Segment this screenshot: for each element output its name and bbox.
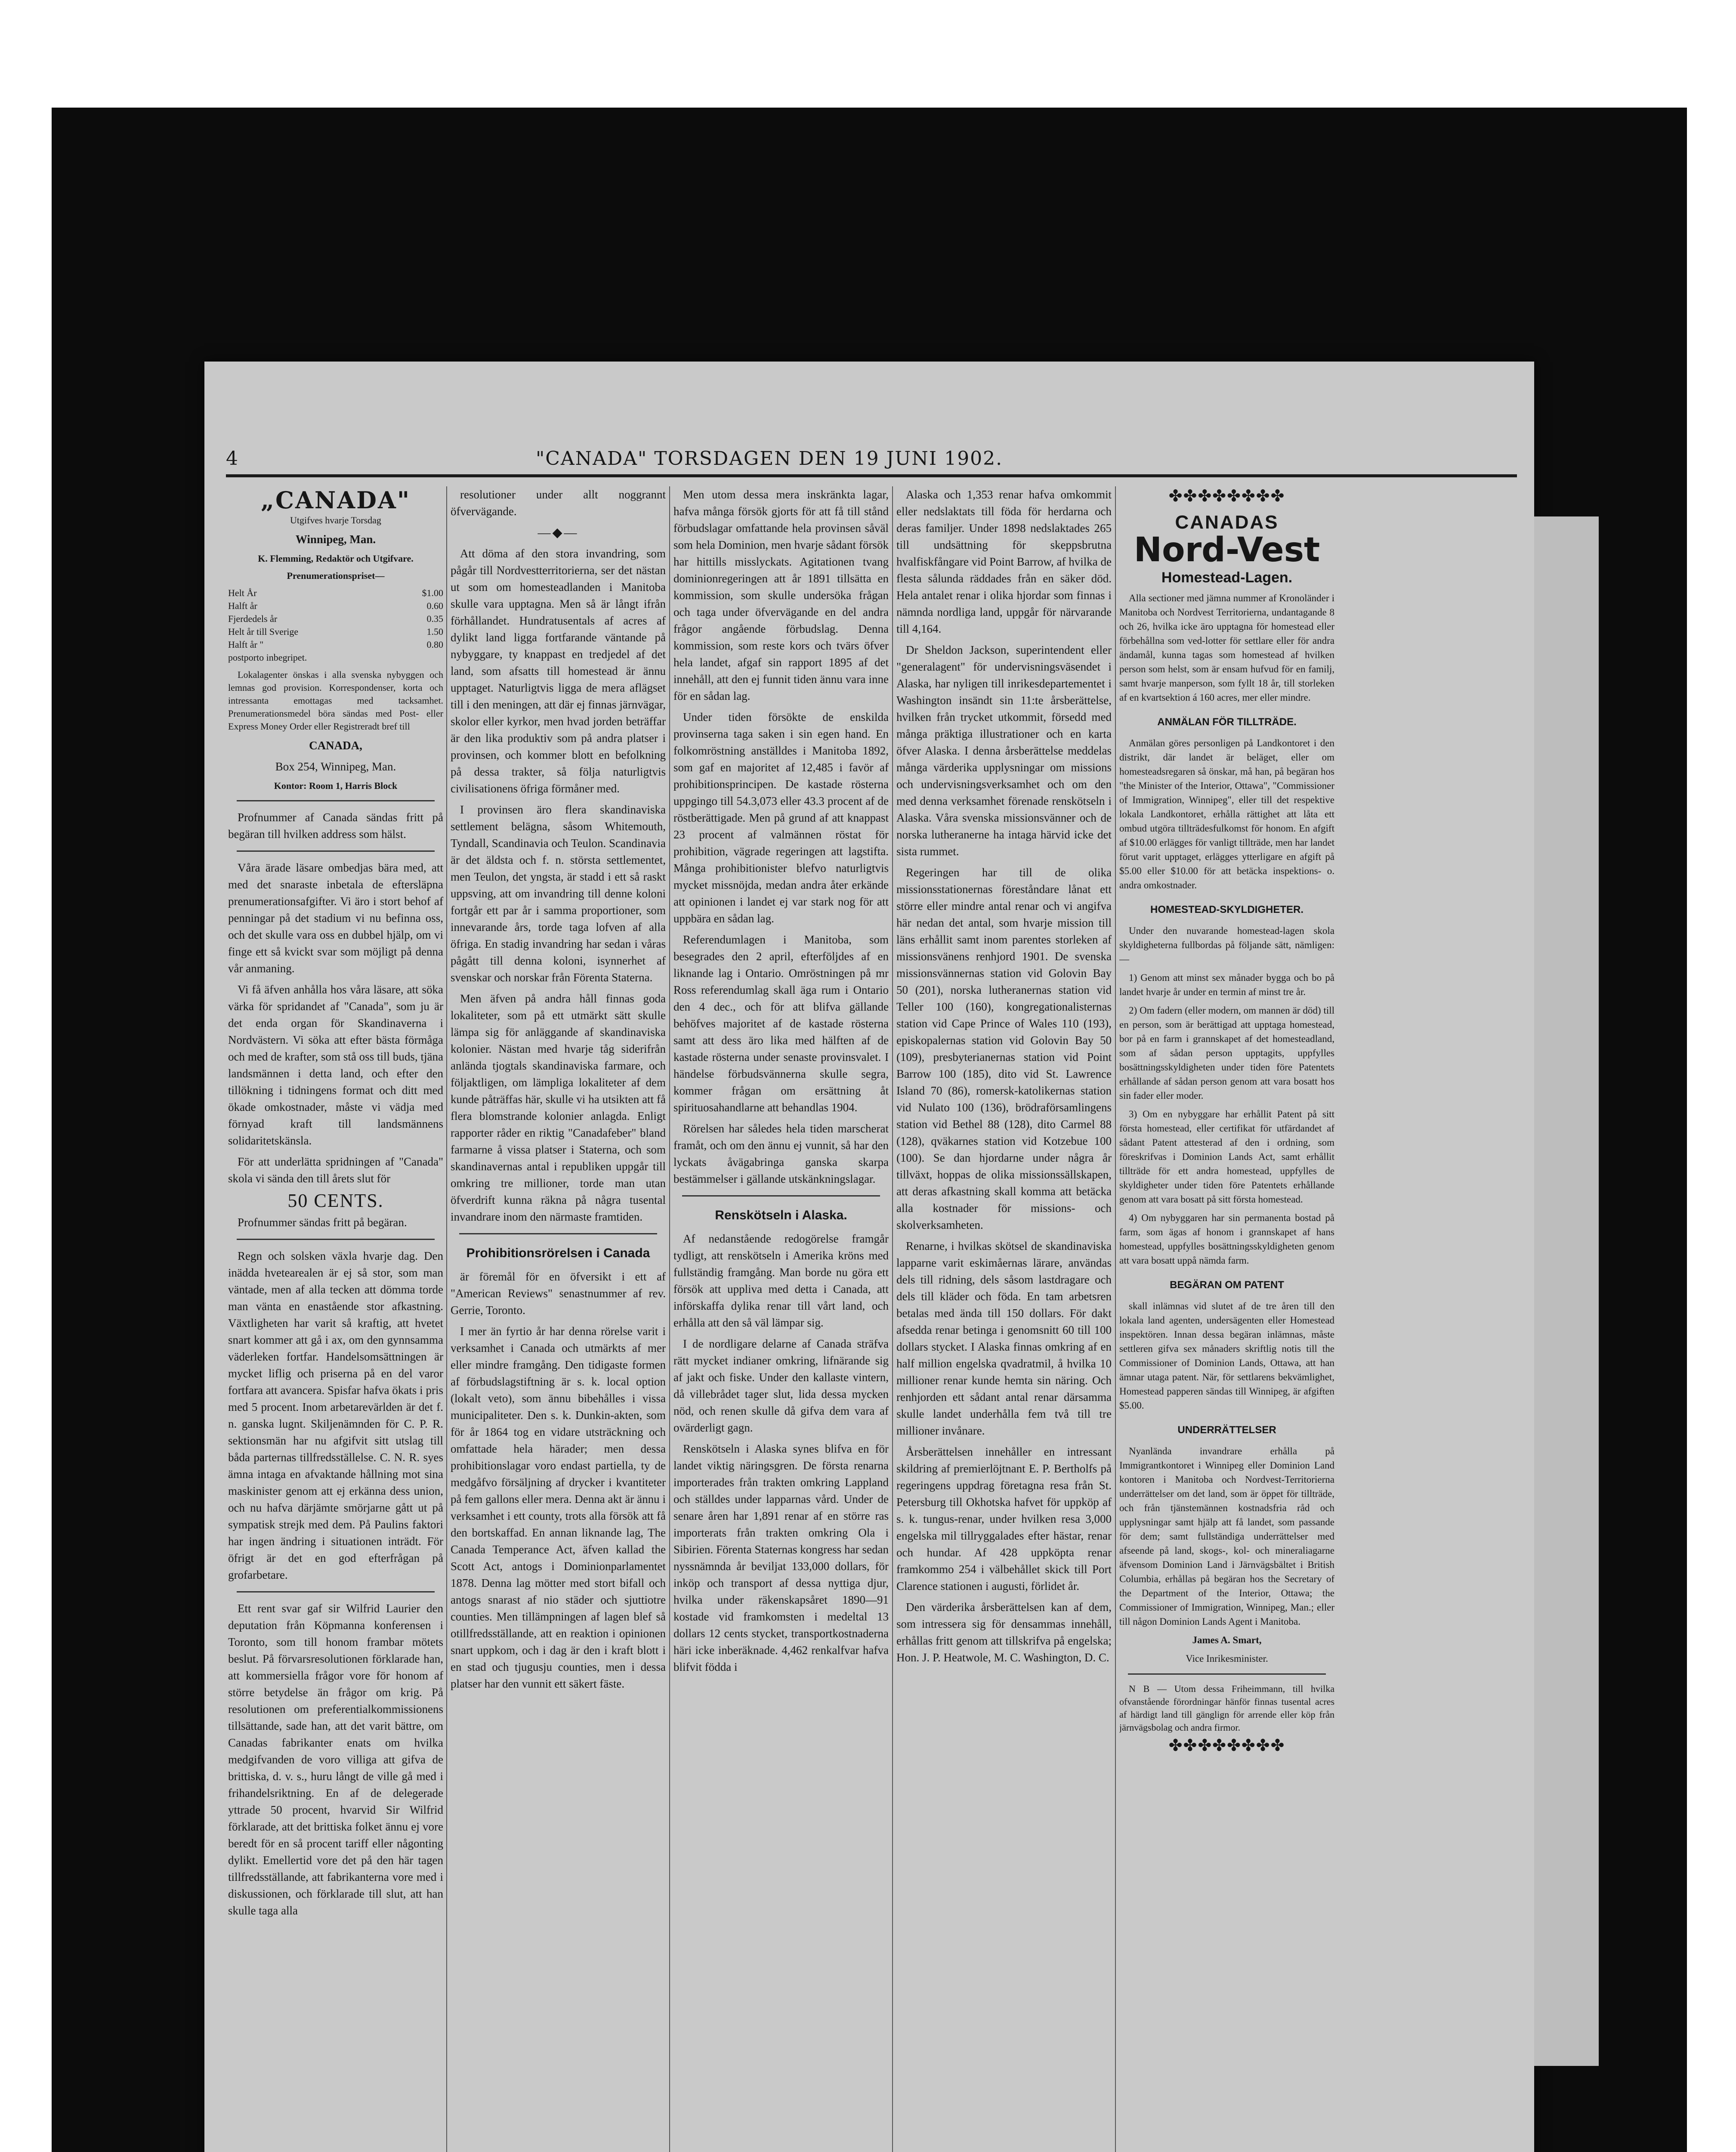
ad-heading: HOMESTEAD-SKYLDIGHETER. — [1150, 904, 1304, 915]
column-3 — [673, 486, 889, 2152]
article-heading: Renskötseln i Alaska. — [715, 1208, 847, 1222]
paragraph: Referendumlagen i Manitoba, som besegrades den 2 april, efterföljdes af en liknande lag i Ontario. Omröstningen på mr Ross referendumlag skall äga rum i Ontario den 4 dec., och för att blifva gällande behöfves majoritet af de kastade rösterna samt att dess äro lika med hälften af de kastade rösterna under senaste provinsvalet. I händelse förbudsvännerna skulle segra, kommer frågan om ersättning åt spirituosahandlarne att behandlas 1904. — [673, 933, 889, 1114]
rate-price: 0.80 — [426, 639, 443, 650]
page-edge — [1534, 516, 1599, 2066]
rate-row — [228, 625, 443, 638]
column-rule — [669, 486, 670, 2152]
publication-city: Winnipeg, Man. — [295, 533, 376, 546]
page-number: 4 — [226, 448, 238, 470]
ad-paragraph: 1) Genom att minst sex månader bygga och bo på landet hvarje år under en termin af minst tre år. — [1119, 972, 1334, 997]
paragraph: Den värderika årsberättelsen kan af dem, som intressera sig för densammas innehåll, erhållas fritt genom att tillskrifva på engelska; Hon. J. P. Heatwole, M. C. Washington, D. C. — [896, 1601, 1112, 1664]
paragraph: Renskötseln i Alaska synes blifva en för landet viktig näringsgren. De första renarna importerades från trakten omkring Lappland och ställdes under lapparnas vård. Under de senare åren har 1,891 renar af en större ras importerats från trakten omkring Ola i Sibirien. Förenta Staternas kongress har sedan nyssnämnda år beviljat 133,000 dollars, för inköp och transport af dessa nyttiga djur, hvilka under räkenskapsåret 1890—91 kostade vid framkomsten i medeltal 13 dollars 12 cents stycket, transportkostnaderna häri icke inberäknade. 4,462 renkalfvar hafva blifvit födda i — [673, 1442, 889, 1673]
ad-subtitle: Homestead-Lagen. — [1161, 569, 1293, 586]
column-4 — [896, 486, 1112, 2152]
address-box: Box 254, Winnipeg, Man. — [275, 760, 396, 773]
column-rule — [1115, 486, 1116, 2152]
paragraph: I de nordligare delarne af Canada sträfva rätt mycket indianer omkring, lifnärande sig af jakt och fiske. Under den kallaste vintern, då villebrådet tager slut, lida dessa mycken nöd, och renen skulle då gifva dem vara af ovärderligt gagn. — [673, 1337, 889, 1434]
ad-heading: UNDERRÄTTELSER — [1177, 1424, 1276, 1436]
address-office: Kontor: Room 1, Harris Block — [274, 780, 398, 791]
ornament-border-top: ✤✤✤✤✤✤✤✤ — [1168, 486, 1285, 505]
agents-info: Lokalagenter önskas i alla svenska nybyggen och lemnas god provision. Korrespondenser, korta och intressanta emottagas med tacksamhet. Prenumerationsmedel böra sändas med Post- eller Express Money Order eller Registreradt bref till — [228, 669, 443, 732]
paragraph: Ett rent svar gaf sir Wilfrid Laurier den deputation från Köpmanna konferensen i Toronto, som till honom frambar mötets beslut. På förvarsresolutionen förklarade han, att kommersiella frågor vore för honom af större betydelse än frågor om krig. På resolutionen om preferentialkommissionens tillsättande, sade han, att det varit bättre, om Canadas fabrikanter enats om hvilka medgifvanden de voro villiga att gifva de brittiska, d. v. s., huru långt de ville gå med i frihandelsriktning. En af de delegerade yttrade 50 procent, hvarvid Sir Wilfrid förklarade, att det brittiska folket ännu ej vore beredt för en så procent tariff eller någonting dylikt. Emellertid vore det på den här tagen tillfredsställande, att fabrikanterna vore med i diskussionen, och förklarade till slut, att han skulle taga alla — [228, 1602, 443, 1917]
paragraph: är föremål för en öfversikt i ett af "American Reviews" senastnummer af rev. Gerrie, Toronto. — [451, 1270, 666, 1317]
rates-note: postporto inbegripet. — [228, 652, 307, 663]
rate-label: Halft år — [228, 600, 257, 611]
ad-paragraph: 2) Om fadern (eller modern, om mannen är död) till en person, som är berättigad att upptaga homestead, bor på en farm i grannskapet af det homesteadland, som af sådan person upptagits, uppfylles bosättningsskyldigheten under tiden före Patentets erhållande af sådan person genom att vara bosatt hos sin fader eller moder. — [1119, 1005, 1334, 1101]
rate-row — [228, 587, 443, 600]
ad-footnote: N B — Utom dessa Friheimmann, till hvilka ofvanstående förordningar hänför finnas tusental acres af härdigt land till gänglign för arrende eller köp från järnvägsbolag och andra firmor. — [1119, 1683, 1334, 1733]
header-rule — [226, 474, 1517, 477]
rate-label: Fjerdedels år — [228, 613, 278, 624]
divider — [237, 1239, 435, 1240]
paragraph: Profnummer af Canada sändas fritt på begäran till hvilken address som hälst. — [228, 811, 443, 841]
paragraph: Af nedanstående redogörelse framgår tydligt, att renskötseln i Amerika kröns med fullständig framgång. Man borde nu göra ett försök att uppliva med detta i Canada, att införskaffa dylika renar till vårt land, och erhålla att den så väl lämpar sig. — [673, 1232, 889, 1329]
ad-title-canadas: CANADAS — [1175, 512, 1279, 533]
paragraph: Men utom dessa mera inskränkta lagar, hafva många försök gjorts för att få till stånd förbudslagar omfattande hela provinsen såväl som hela Dominion, men hvarje sådant försök har hittills misslyckats. Agitationen tvang dominionregeringen att år 1891 tillsätta en kommission, som skulle undersöka frågan och taga under öfvervägande en del andra frågor angående förbudslag. Denna kommission, som reste kors och tvärs öfver hela landet, afgaf sin rapport 1895 af det innehåll, att den ej funnit tiden ännu vara inne för en sådan lag. — [673, 488, 889, 702]
paragraph: Våra ärade läsare ombedjas bära med, att med det snaraste inbetala de eftersläpna prenumerationsafgifter. Vi äro i stort behof af penningar på det stadium vi nu befinna oss, och det skulle vara oss en dubbel hjälp, om vi finge ett så kvickt svar som möjligt på denna vår anmaning. — [228, 861, 443, 975]
paragraph: Under tiden försökte de enskilda provinserna taga saken i sin egen hand. En folkomröstning anställdes i Manitoba 1892, som gaf en majoritet af 12,485 i favör af prohibitionsprincipen. De kastade rösterna uppgingo till 54.3,073 eller 43.3 procent af de röstberättigade. Men på grund af att knappast 23 procent af valmännen röstat för prohibition, vägrade regeringen att lagstifta. Många prohibitionister blefvo naturligtvis mycket missnöjda, medan andra åter erkände att opinionen i landet ej var stark nog för att uppbära en sådan lag. — [673, 711, 889, 925]
rate-row — [228, 612, 443, 625]
divider — [237, 850, 435, 852]
rate-price: 1.50 — [426, 626, 443, 637]
divider — [459, 1233, 657, 1234]
divider — [237, 800, 435, 801]
column-2 — [451, 486, 666, 2152]
page-header — [226, 448, 1517, 478]
rate-price: 0.60 — [426, 600, 443, 611]
divider-ornament: —◆— — [537, 526, 579, 540]
rate-label: Helt År — [228, 587, 257, 598]
rate-row — [228, 600, 443, 612]
ad-paragraph: Anmälan göres personligen på Landkontoret i den distrikt, där landet är beläget, eller om homesteadsregaren så önskar, må han, på begäran hos "the Minister of the Interior, Ottawa", "Commissioner of Immigration, Winnipeg", eller till det respektive lokala Landkontoret, erhålla rättighet att låta ett ombud utgöra tillträdesfulkomst för honom. En afgift af $10.00 erlägges för vanligt tillträde, men har landet förut varit upptaget, erlägges ytterligare en afgift på $5.00 eller $10.00 för att betäcka inspektions- o. andra omkostnader. — [1119, 738, 1334, 890]
paragraph: Årsberättelsen innehåller en intressant skildring af premierlöjtnant E. P. Bertholfs på regeringens uppdrag företagna resa från St. Petersburg till Okhotska hafvet för uppköp af s. k. tungus-renar, under hvilken resa 3,000 engelska mil tillryggalades efter hästar, renar och hundar. Af 428 uppköpta renar framkommo 254 i välbehållet skick till Port Clarence stationen i augusti, förlidet år. — [896, 1445, 1112, 1592]
ad-heading: BEGÄRAN OM PATENT — [1170, 1279, 1284, 1291]
rate-label: Halft år " — [228, 639, 264, 650]
signature-title: Vice Inrikesminister. — [1186, 1653, 1268, 1664]
ad-paragraph: Alla sectioner med jämna nummer af Kronoländer i Manitoba och Nordvest Territorierna, undantagande 8 och 26, hvilka icke äro upptagna för homestead eller förbehållna som ved-lotter för settlare eller för andra ändamål, kunna tagas som homestead af hvilken person som helst, som är ensam hufvud för en familj, samt hvarje manperson, som fyllt 18 år, till storleken af en kvartsektion á 160 acres, mer eller mindre. — [1119, 593, 1334, 703]
paragraph: Regn och solsken växla hvarje dag. Den inädda hvetearealen är ej så stor, som man väntade, men af alla tecken att dömma torde man vänta en enastående stor afkastning. Växtligheten har varit så kraftig, att hvetet snart kommer att gå i ax, om den gynnsamma väderleken fortfar. Handelsomsättningen är mycket liflig och priserna på en del varor fortfara att avancera. Spisfar hafva ökats i pris med 5 procent. Inom arbetarevärlden är det f. n. ganska lugnt. Skiljenämnden för C. P. R. sektionsmän har nu afgifvit sitt utslag till båda parternas tillfredsställelse. C. N. R. syes ämna intaga en afvaktande hållning mot sina maskinister genom att ej erkänna dess union, och nu hafva därjämte smörjarne gått ut på sympatisk strejk med dem. På Paulins faktori har ingen ändring i situationen inträdt. För öfrigt är det en god efterfrågan på grofarbetare. — [228, 1249, 443, 1581]
rates-heading: Prenumerationspriset— — [287, 570, 385, 581]
ad-paragraph: 4) Om nybyggaren har sin permanenta bostad på farm, som ägas af honom i grannskapet af hans homestead, uppfylles bosättningsskyldigheten genom att vara bosatt uppå nämda farm. — [1119, 1212, 1334, 1266]
paragraph: Regeringen har till de olika missionsstationernas föreståndare lånat ett större eller mindre antal renar och vi angifva här nedan det antal, som hvarje mission till läns erhållit samt inom parentes storleken af missionsvänens renhjord 1901. De svenska missionsvännernas station vid Golovin Bay 50 (201), norska lutheranernas station vid Teller 100 (160), kongregationalisternas station vid Cape Prince of Wales 110 (193), episkopalernas station vid Golovin Bay 50 (109), presbyterianernas station vid Point Barrow 100 (185), dito vid St. Lawrence Island 70 (86), romersk-katolikernas station vid Nulato 100 (136), brödraförsamlingens station vid Bethel 88 (128), dito Carmel 88 (128), qväkarnes station vid Kotzebue 100 (100). Se dan hjordarne under några år tillväxt, hoppas de olika missionssällskapen, att deras afkastning skall komma att betäcka alla kostnader för missions- och skolverksamheten. — [896, 866, 1112, 1231]
editor-line: K. Flemming, Redaktör och Utgifvare. — [258, 553, 414, 564]
signature-name: James A. Smart, — [1192, 1635, 1262, 1645]
paragraph: Alaska och 1,353 renar hafva omkommit eller nedslaktats till föda för herdarna och deras familjer. Under 1898 nedslaktades 265 till undsättning för skeppsbrutna hvalfiskfångare vid Point Barrow, af hvilka de flesta sålunda räddades från en säker död. Hela antalet renar i olika hjordar som finnas i nämnda nordliga land, uppgår för närvarande till 4,164. — [896, 488, 1112, 635]
ornament-border-bottom: ✤✤✤✤✤✤✤✤ — [1168, 1736, 1285, 1755]
ad-heading: ANMÄLAN FÖR TILLTRÄDE. — [1157, 716, 1297, 728]
price-offer: 50 CENTS. — [287, 1190, 384, 1211]
paragraph: Att döma af den stora invandring, som pågår till Nordvestterritorierna, ser det nästan ut som om homesteadlanden i Manitoba skulle vara upptagna. Men så är långt ifrån förhållandet. Hundratusentals af acres af dylikt land ligga fortfarande väntande på nybyggare, ty knappast en tredjedel af det land, som afsatts till homestead är ännu upptaget. Naturligtvis ligga de mera aflägset till i den meningen, att där ej finnas järnvägar, skolor eller kyrkor, men hvad jorden beträffar är den lika produktiv som på andra platser i provinsen, och kommer blott en befolkning på dessa trakter, så följa naturligtvis civilisationens öfriga förmåner med. — [451, 547, 666, 795]
ad-title-nordvest: Nord-Vest — [1134, 531, 1320, 569]
paragraph: Men äfven på andra håll finnas goda lokaliteter, som på ett utmärkt sätt skulle lämpa sig för anläggande af skandinaviska kolonier. Nästan med hvarje tåg siderifrån anlända tjogtals skandinaviska farmare, och följaktligen, om lämpliga lokaliteter af dem kunde påträffas här, skulle vi ha utsikten att få flera blomstrande kolonier anlagda. Enligt rapporter råder en riktig "Canadafeber" bland farmarne å vissa platser i Staterna, och som skandinavernas antal i republiken uppgår till omkring tre millioner, torde man utan öfverdrift kunna räkna på några tusental invandrare inom den närmaste framtiden. — [451, 992, 666, 1223]
column-1 — [228, 486, 443, 2152]
paragraph: Renarne, i hvilkas skötsel de skandinaviska lapparne varit eskimåernas lärare, användas dels till ridning, dels såsom lastdragare och dels till kläder och föda. En tam arbetsren betalas med ända till 150 dollars. För dakt afsedda renar betinga i genomsnitt 60 till 100 dollars stycket. I Alaska finnas omkring af en half million engelska qvadratmil, å hvilka 10 millioner renar kunde hemta sin näring. Och renhjorden ett sådant antal renar därsamma skulle landet underhålla fem två till tre millioner invånare. — [896, 1240, 1112, 1437]
newspaper-title: „CANADA" — [260, 486, 411, 514]
publication-frequency: Utgifves hvarje Torsdag — [290, 515, 381, 526]
paragraph: resolutioner under allt noggrannt öfvervägande. — [451, 488, 666, 518]
homestead-advertisement — [1119, 486, 1334, 2152]
rate-label: Helt år till Sverige — [228, 626, 299, 637]
rate-price: 0.35 — [426, 613, 443, 624]
paragraph: För att underlätta spridningen af "Canada" skola vi sända den till årets slut för — [228, 1155, 443, 1185]
ad-paragraph: skall inlämnas vid slutet af de tre åren till den lokala land agenten, undersägenten eller Homestead inspektören. Innan dessa begäran inlämnas, måste settleren gifva sex månaders skriftlig notis till the Commissioner of Dominion Lands, Ottawa, att han ämnar utaga patent. När, för settlarens bekvämlighet, Homestead papperen sändas till Winnipeg, är afgiften $5.00. — [1119, 1301, 1334, 1411]
subscription-rates — [228, 587, 443, 664]
divider — [1128, 1673, 1326, 1675]
masthead: "CANADA" TORSDAGEN DEN 19 JUNI 1902. — [536, 448, 1003, 470]
paragraph: I provinsen äro flera skandinaviska settlement belägna, såsom Whitemouth, Tyndall, Scandinavia och Teulon. Scandinavia är det äldsta och f. n. största settlementet, men Teulon, det yngsta, är stadd i ett så raskt uppsving, att om invandring till denne koloni fortgår ett par år i samma proportioner, som innevarande års, torde taga lofven af alla öfriga. En stadig invandring har sedan i våras pågått till denna koloni, isynnerhet af svenskar och norskar från Förenta Staterna. — [451, 803, 666, 984]
paragraph: Profnummer sändas fritt på begäran. — [238, 1216, 407, 1229]
article-heading: Prohibitionsrörelsen i Canada — [466, 1246, 650, 1260]
column-rule — [892, 486, 893, 2152]
address-name: CANADA, — [309, 739, 362, 752]
ad-paragraph: Under den nuvarande homestead-lagen skola skyldigheterna fullbordas på följande sätt, nämligen:— — [1119, 925, 1334, 965]
paragraph: Rörelsen har således hela tiden marscherat framåt, och om den ännu ej vunnit, så har den lyckats åvägabringa ganska skarpa bestämmelser i gällande utskänkningslagar. — [673, 1122, 889, 1185]
ad-paragraph: Nyanlända invandrare erhålla på Immigrantkontoret i Winnipeg eller Dominion Land kontoren i Manitoba och Nordvest-Territorierna underrättelser om det land, som är öppet för tillträde, och från tjänstemännen kostnadsfria råd och upplysningar samt hjälp att få landet, som passande för dem; samt fullständiga underrättelser med afseende på land, skogs-, kol- och mineraliagarne äfvensom Dominion Land i Järnvägsbältet i British Columbia, erhållas på begäran hos the Secretary of the Department of the Interior, Ottawa; the Commissioner of Immigration, Winnipeg, Man.; eller till någon Dominion Lands Agent i Manitoba. — [1119, 1446, 1334, 1627]
paragraph: I mer än fyrtio år har denna rörelse varit i verksamhet i Canada och utmärkts af mer eller mindre framgång. Den tidigaste formen af förbudslagstiftning är s. k. local option (lokalt veto), som ännu bibehålles i vissa municipaliteter. Den s. k. Dunkin-akten, som för år 1864 tog en vidare utsträckning och omfattade hela härader; men dessa prohibitionslagar voro endast partiella, ty de medgåfvo försäljning af drycker i kvantiteter på fem gallons eller mera. Denna akt är ännu i verksamhet i ett county, trots alla försök att få den bortskaffad. En annan liknande lag, The Canada Temperance Act, äfven kallad the Scott Act, antogs i Dominionparlamentet 1878. Denna lag mötter med stort bifall och antogs snarast af nio städer och sjuttiotre counties. Men tillämpningen af lagen blef så otillfredsställande, att en reaktion i opinionen snart uppkom, och i dag är den i kraft blott i en stad och tjugusju counties, men i dessa platser har den vunnit ett säkert fäste. — [451, 1325, 666, 1690]
ad-paragraph: 3) Om en nybyggare har erhållit Patent på sitt första homestead, eller certifikat för utfärdandet af sådant Patent attesterad af den i ordning, som föreskrifvas i Dominion Lands Act, samt erhållit tillträde för ett andra homestead, uppfylles de skyldigheter under tiden före Patentets erhållande genom att vara bosatt på sitt första homestead. — [1119, 1109, 1334, 1205]
divider — [682, 1195, 880, 1197]
column-rule — [446, 486, 447, 2152]
rate-price: $1.00 — [422, 587, 443, 598]
rate-row — [228, 638, 443, 651]
divider — [237, 1591, 435, 1592]
paragraph: Dr Sheldon Jackson, superintendent eller "generalagent" för undervisningsväsendet i Alaska, har nyligen till inrikesdepartementet i Washington insändt sin 11:te årsberättelse, hvilken från trycket utkommit, försedd med många präktiga illustrationer och en karta öfver Alaska. I denna årsberättelse meddelas många värderika upplysningar om missions och undervisningsverksamhet och om den med denna verksamhet förenade renskötseln i Alaska. Våra svenska missionsvänner och de norska lutheranerne ha intaga härvid icke det sista rummet. — [896, 643, 1112, 858]
paragraph: Vi få äfven anhålla hos våra läsare, att söka värka för spridandet af "Canada", som ju är det enda organ för Skandinaverna i Nordvästern. Vi söka att efter bästa förmåga och med de krafter, som stå oss till buds, tjäna landsmännen i detta land, och efter den tillökning i tidningens format och ditt med ökade omkostnader, måste vi vädja med förnyad kraft till landsmännens solidaritetskänsla. — [228, 983, 443, 1147]
newspaper-page — [204, 362, 1534, 2152]
